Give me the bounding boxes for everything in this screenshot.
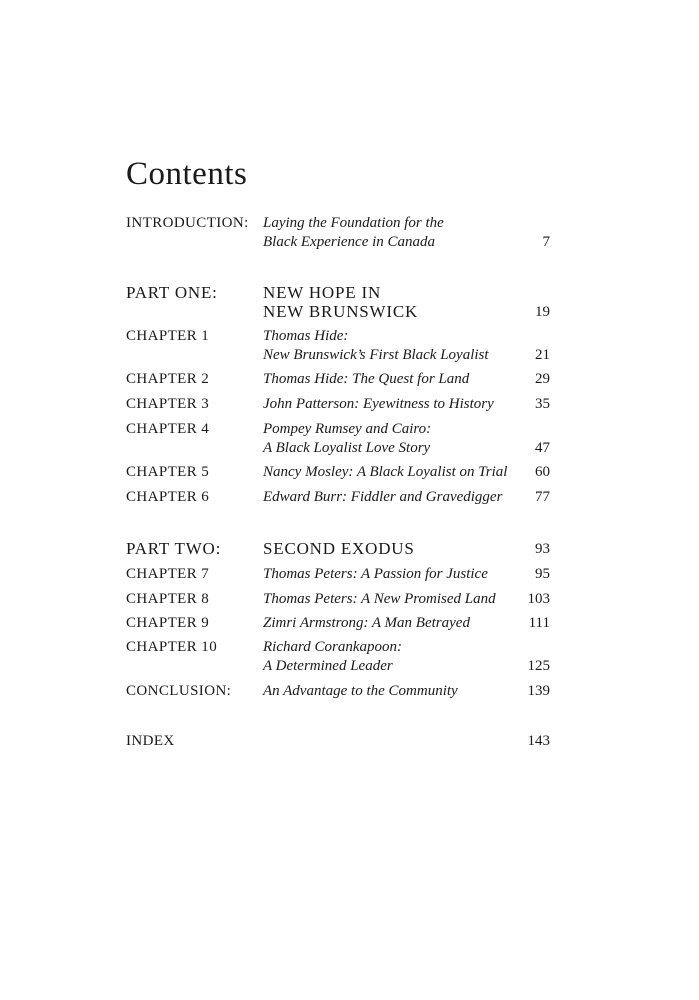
toc-part-label: PART ONE:	[126, 283, 218, 302]
toc-page-number: 139	[527, 683, 550, 699]
toc-entry-title	[263, 565, 513, 584]
toc-entry-title	[263, 638, 513, 676]
toc-title-line: An Advantage to the Community	[263, 683, 458, 699]
toc-title-line: A Determined Leader	[263, 658, 393, 674]
toc-page-number: 35	[535, 396, 550, 412]
toc-entry-label: CHAPTER 6	[126, 489, 210, 505]
toc-title-line: Pompey Rumsey and Cairo:	[263, 421, 432, 437]
toc-page-number: 95	[535, 566, 550, 582]
toc-page-number: 77	[535, 489, 550, 505]
toc-title-line: Thomas Hide: The Quest for Land	[263, 371, 470, 387]
toc-entry-label: CHAPTER 10	[126, 639, 218, 655]
toc-title-line: New Brunswick’s First Black Loyalist	[263, 347, 489, 363]
toc-page-number: 47	[535, 440, 550, 456]
toc-title-line: Thomas Peters: A Passion for Justice	[263, 566, 488, 582]
toc-entry-label: CHAPTER 1	[126, 328, 210, 344]
toc-page-number: 111	[528, 615, 550, 631]
toc-page-number: 21	[535, 347, 550, 363]
toc-entry-label: CHAPTER 4	[126, 421, 210, 437]
toc-title-line: Nancy Mosley: A Black Loyalist on Trial	[263, 464, 508, 480]
toc-entry-label: INTRODUCTION:	[126, 215, 249, 231]
page-title: Contents	[126, 156, 248, 192]
toc-page-number: 93	[535, 541, 550, 557]
toc-part-title	[263, 539, 513, 558]
toc-entry-label: CHAPTER 3	[126, 396, 210, 412]
toc-entry-label: CHAPTER 2	[126, 371, 210, 387]
toc-entry-title	[263, 463, 513, 482]
toc-entry-label: CHAPTER 7	[126, 566, 210, 582]
toc-page-number: 60	[535, 464, 550, 480]
toc-page-number: 19	[535, 304, 550, 320]
toc-page-number: 125	[527, 658, 550, 674]
toc-entry-title	[263, 420, 513, 458]
toc-entry-title	[263, 682, 513, 701]
toc-title-line: Zimri Armstrong: A Man Betrayed	[263, 615, 470, 631]
toc-entry-title	[263, 214, 513, 252]
toc-title-line: NEW BRUNSWICK	[263, 302, 419, 321]
toc-page-number: 103	[527, 591, 550, 607]
toc-entry-title	[263, 590, 513, 609]
toc-title-line: John Patterson: Eyewitness to History	[263, 396, 494, 412]
toc-title-line: Thomas Hide:	[263, 328, 349, 344]
toc-title-line: SECOND EXODUS	[263, 539, 415, 558]
toc-entry-title	[263, 395, 513, 414]
toc-entry-label: CHAPTER 8	[126, 591, 210, 607]
toc-title-line: NEW HOPE IN	[263, 283, 382, 302]
toc-title-line: Richard Corankapoon:	[263, 639, 403, 655]
toc-page-number: 29	[535, 371, 550, 387]
toc-entry-label: CONCLUSION:	[126, 683, 232, 699]
toc-entry-label: CHAPTER 9	[126, 615, 210, 631]
toc-entry-label: INDEX	[126, 733, 175, 749]
toc-entry-title	[263, 488, 513, 507]
toc-entry-title	[263, 327, 513, 365]
toc-entry-title	[263, 370, 513, 389]
toc-page-number: 143	[527, 733, 550, 749]
toc-part-label: PART TWO:	[126, 539, 222, 558]
toc-entry-title	[263, 614, 513, 633]
toc-title-line: Edward Burr: Fiddler and Gravedigger	[263, 489, 503, 505]
toc-part-title	[263, 283, 513, 321]
toc-page-number: 7	[542, 234, 550, 250]
toc-title-line: Laying the Foundation for the	[263, 215, 444, 231]
toc-title-line: Black Experience in Canada	[263, 234, 436, 250]
toc-title-line: A Black Loyalist Love Story	[263, 440, 431, 456]
toc-title-line: Thomas Peters: A New Promised Land	[263, 591, 496, 607]
toc-entry-label: CHAPTER 5	[126, 464, 210, 480]
